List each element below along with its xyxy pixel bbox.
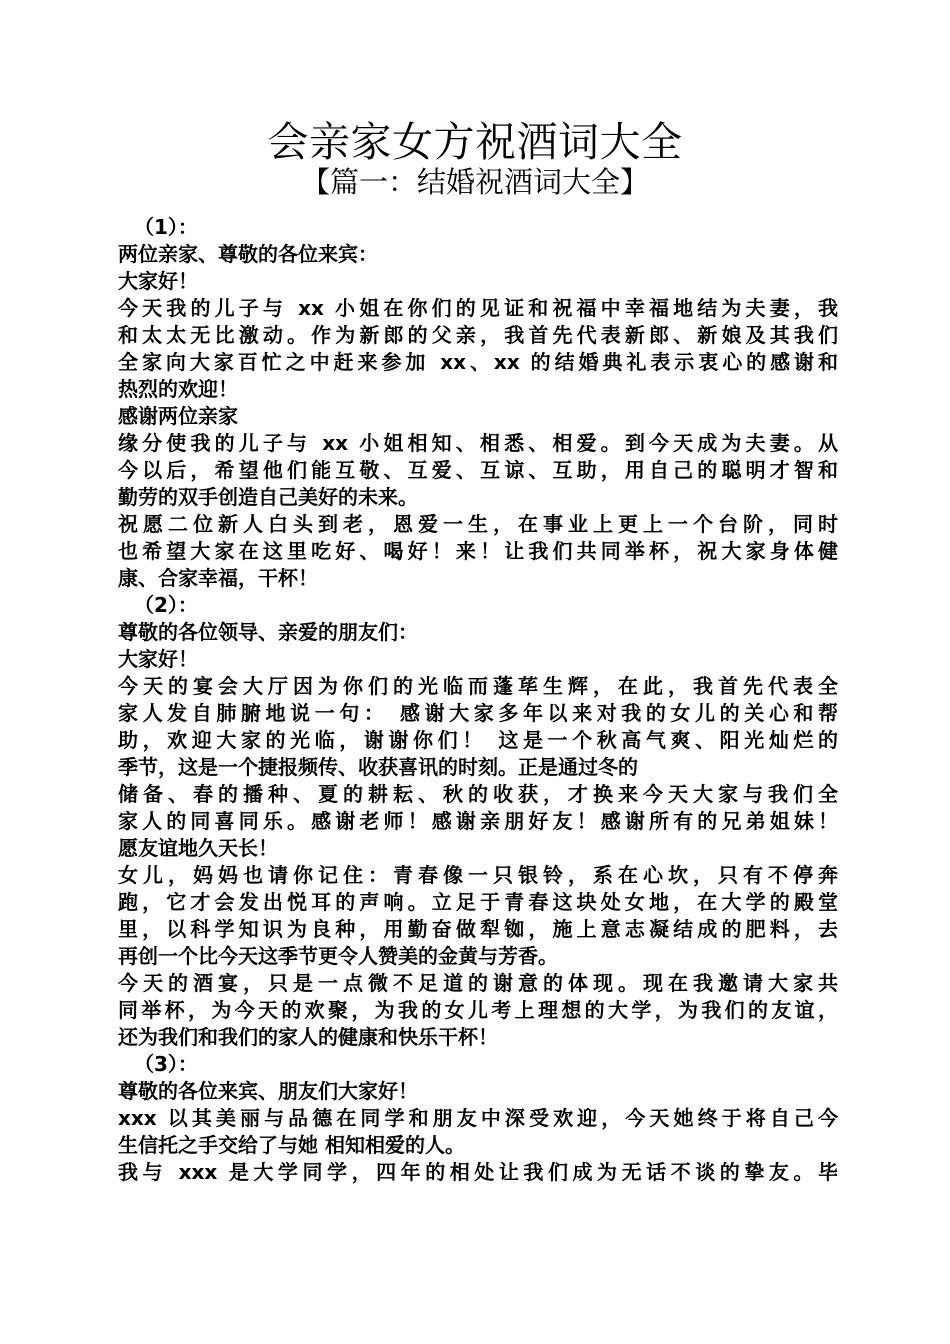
text-line: 大家好！: [118, 647, 198, 671]
text-line: 生信托之手交给了与她 相知相爱的人。: [118, 1133, 465, 1157]
text-line: 再创一个比今天这季节更令人赞美的金黄与芳香。: [118, 944, 558, 968]
text-line: 今天的酒宴，只是一点微不足道的谢意的体现。现在我邀请大家共: [118, 971, 838, 995]
text-line: 热烈的欢迎！: [118, 377, 238, 401]
document-body: [118, 214, 838, 1186]
section-heading: （3）：: [134, 1052, 198, 1076]
section-heading: （1）：: [134, 215, 198, 239]
text-line: 女儿，妈妈也请你记住：青春像一只银铃，系在心坎，只有不停奔: [118, 863, 838, 887]
text-line: 尊敬的各位来宾、朋友们大家好！: [118, 1079, 418, 1103]
text-line: 也希望大家在这里吃好、喝好！来！让我们共同举杯，祝大家身体健: [118, 539, 838, 563]
text-line: 储备、春的播种、夏的耕耘、秋的收获，才换来今天大家与我们全: [118, 782, 838, 806]
text-line: 两位亲家、尊敬的各位来宾：: [118, 242, 378, 266]
text-line: 今以后，希望他们能互敬、互爱、互谅、互助，用自己的聪明才智和: [118, 458, 838, 482]
text-line: 今天的宴会大厅因为你们的光临而蓬荜生辉，在此，我首先代表全: [118, 674, 838, 698]
text-line: 勤劳的双手创造自己美好的未来。: [118, 485, 418, 509]
text-line: 家人发自肺腑地说一句： 感谢大家多年以来对我的女儿的关心和帮: [118, 701, 838, 725]
text-line: 季节，这是一个捷报频传、收获喜讯的时刻。正是通过冬的: [118, 755, 638, 779]
text-line: 康、合家幸福，干杯！: [118, 566, 318, 590]
text-line: 感谢两位亲家: [118, 404, 238, 428]
text-line: 全家向大家百忙之中赶来参加 xx、xx 的结婚典礼表示衷心的感谢和: [118, 350, 838, 374]
text-line: 愿友谊地久天长！: [118, 836, 278, 860]
text-line: 助，欢迎大家的光临，谢谢你们！ 这是一个秋高气爽、阳光灿烂的: [118, 728, 838, 752]
text-line: 还为我们和我们的家人的健康和快乐干杯！: [118, 1025, 498, 1049]
text-line: 里，以科学知识为良种，用勤奋做犁铷，施上意志凝结成的肥料，去: [118, 917, 838, 941]
section-heading: （2）：: [134, 593, 198, 617]
text-line: 同举杯，为今天的欢聚，为我的女儿考上理想的大学，为我们的友谊，: [118, 998, 838, 1022]
text-line: 缘分使我的儿子与 xx 小姐相知、相悉、相爱。到今天成为夫妻。从: [118, 431, 838, 455]
text-line: 我与 xxx 是大学同学，四年的相处让我们成为无话不谈的挚友。毕: [118, 1160, 838, 1184]
text-line: 今天我的儿子与 xx 小姐在你们的见证和祝福中幸福地结为夫妻，我: [118, 296, 838, 320]
document-subtitle: 【篇一：结婚祝酒词大全】: [300, 165, 649, 199]
text-line: 家人的同喜同乐。感谢老师！感谢亲朋好友！感谢所有的兄弟姐妹！: [118, 809, 838, 833]
text-line: 和太太无比激动。作为新郎的父亲，我首先代表新郎、新娘及其我们: [118, 323, 838, 347]
text-line: 尊敬的各位领导、亲爱的朋友们：: [118, 620, 418, 644]
document-title: 会亲家女方祝酒词大全: [267, 118, 683, 166]
text-line: xxx 以其美丽与品德在同学和朋友中深受欢迎，今天她终于将自己今: [118, 1106, 838, 1130]
text-line: 祝愿二位新人白头到老，恩爱一生，在事业上更上一个台阶，同时: [118, 512, 838, 536]
text-line: 大家好！: [118, 269, 198, 293]
text-line: 跑，它才会发出悦耳的声响。立足于青春这块处女地，在大学的殿堂: [118, 890, 838, 914]
